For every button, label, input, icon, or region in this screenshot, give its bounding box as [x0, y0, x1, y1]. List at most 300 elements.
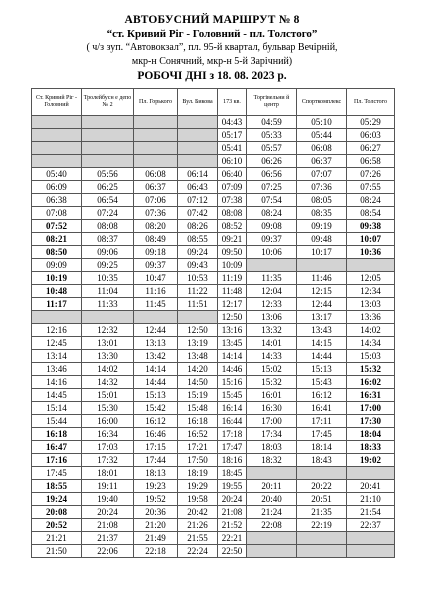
- time-cell: [82, 116, 134, 129]
- time-cell: 16:46: [134, 428, 178, 441]
- time-cell: 05:17: [218, 129, 247, 142]
- time-cell: 19:29: [178, 480, 218, 493]
- table-row: [32, 194, 395, 207]
- time-cell: 15:32: [247, 376, 297, 389]
- time-cell: 18:14: [297, 441, 347, 454]
- time-cell: 10:35: [82, 272, 134, 285]
- time-cell: 15:48: [178, 402, 218, 415]
- time-cell: 15:43: [297, 376, 347, 389]
- time-cell: 16:31: [347, 389, 395, 402]
- time-cell: 20:24: [218, 493, 247, 506]
- column-header: Ст. Кривий Ріг - Головний: [32, 89, 82, 116]
- timetable-header-row: [32, 89, 395, 116]
- time-cell: 10:48: [32, 285, 82, 298]
- time-cell: [178, 311, 218, 324]
- time-cell: 06:14: [178, 168, 218, 181]
- time-cell: 17:44: [134, 454, 178, 467]
- time-cell: 05:44: [297, 129, 347, 142]
- time-cell: 08:52: [218, 220, 247, 233]
- time-cell: 05:33: [247, 129, 297, 142]
- time-cell: 13:42: [134, 350, 178, 363]
- time-cell: 19:58: [178, 493, 218, 506]
- time-cell: [347, 467, 395, 480]
- time-cell: 06:58: [347, 155, 395, 168]
- time-cell: [134, 142, 178, 155]
- time-cell: 07:09: [218, 181, 247, 194]
- time-cell: 18:33: [347, 441, 395, 454]
- time-cell: 13:45: [218, 337, 247, 350]
- time-cell: 22:19: [297, 519, 347, 532]
- timetable-body: [32, 116, 395, 558]
- time-cell: 21:49: [134, 532, 178, 545]
- time-cell: 11:51: [178, 298, 218, 311]
- time-cell: 15:30: [82, 402, 134, 415]
- time-cell: 18:45: [218, 467, 247, 480]
- time-cell: 16:14: [218, 402, 247, 415]
- time-cell: 20:40: [247, 493, 297, 506]
- time-cell: [247, 532, 297, 545]
- time-cell: 08:37: [82, 233, 134, 246]
- time-cell: 09:21: [218, 233, 247, 246]
- time-cell: 19:52: [134, 493, 178, 506]
- time-cell: [134, 311, 178, 324]
- time-cell: 22:06: [82, 545, 134, 558]
- time-cell: 21:54: [347, 506, 395, 519]
- time-cell: 14:50: [178, 376, 218, 389]
- time-cell: 15:03: [347, 350, 395, 363]
- time-cell: 08:24: [247, 207, 297, 220]
- time-cell: 17:45: [32, 467, 82, 480]
- table-row: [32, 168, 395, 181]
- time-cell: 13:30: [82, 350, 134, 363]
- time-cell: 13:14: [32, 350, 82, 363]
- time-cell: 21:55: [178, 532, 218, 545]
- table-row: [32, 350, 395, 363]
- time-cell: 06:09: [32, 181, 82, 194]
- time-cell: 07:38: [218, 194, 247, 207]
- time-cell: 18:03: [247, 441, 297, 454]
- time-cell: 13:03: [347, 298, 395, 311]
- time-cell: [82, 311, 134, 324]
- time-cell: 05:29: [347, 116, 395, 129]
- time-cell: 18:13: [134, 467, 178, 480]
- table-row: [32, 181, 395, 194]
- table-row: [32, 493, 395, 506]
- time-cell: 20:42: [178, 506, 218, 519]
- time-cell: [297, 532, 347, 545]
- time-cell: 09:24: [178, 246, 218, 259]
- time-cell: 17:32: [82, 454, 134, 467]
- timetable: [31, 88, 395, 558]
- time-cell: 22:18: [134, 545, 178, 558]
- time-cell: 13:32: [247, 324, 297, 337]
- time-cell: 15:19: [178, 389, 218, 402]
- time-cell: 09:19: [297, 220, 347, 233]
- time-cell: 08:35: [297, 207, 347, 220]
- time-cell: 17:47: [218, 441, 247, 454]
- time-cell: 09:50: [218, 246, 247, 259]
- table-row: [32, 389, 395, 402]
- time-cell: 21:10: [347, 493, 395, 506]
- table-row: [32, 220, 395, 233]
- time-cell: 06:08: [134, 168, 178, 181]
- time-cell: 04:43: [218, 116, 247, 129]
- table-row: [32, 207, 395, 220]
- time-cell: 10:47: [134, 272, 178, 285]
- time-cell: [82, 142, 134, 155]
- time-cell: 06:37: [134, 181, 178, 194]
- time-cell: 10:06: [247, 246, 297, 259]
- table-row: [32, 129, 395, 142]
- time-cell: 12:50: [178, 324, 218, 337]
- table-row: [32, 454, 395, 467]
- time-cell: 15:16: [218, 376, 247, 389]
- table-row: [32, 311, 395, 324]
- table-row: [32, 532, 395, 545]
- time-cell: 20:51: [297, 493, 347, 506]
- time-cell: 21:52: [218, 519, 247, 532]
- time-cell: 12:44: [134, 324, 178, 337]
- time-cell: 07:07: [297, 168, 347, 181]
- column-header: Торгівельни й центр: [247, 89, 297, 116]
- time-cell: 13:46: [32, 363, 82, 376]
- time-cell: 14:34: [347, 337, 395, 350]
- time-cell: 20:08: [32, 506, 82, 519]
- time-cell: 19:02: [347, 454, 395, 467]
- time-cell: 09:43: [178, 259, 218, 272]
- time-cell: 06:27: [347, 142, 395, 155]
- time-cell: 08:55: [178, 233, 218, 246]
- time-cell: 19:23: [134, 480, 178, 493]
- time-cell: [297, 259, 347, 272]
- time-cell: [178, 116, 218, 129]
- time-cell: [178, 142, 218, 155]
- time-cell: 13:16: [218, 324, 247, 337]
- table-row: [32, 285, 395, 298]
- time-cell: 05:10: [297, 116, 347, 129]
- time-cell: 17:00: [347, 402, 395, 415]
- time-cell: 08:05: [297, 194, 347, 207]
- time-cell: 15:02: [247, 363, 297, 376]
- time-cell: 21:26: [178, 519, 218, 532]
- time-cell: 10:53: [178, 272, 218, 285]
- time-cell: 11:46: [297, 272, 347, 285]
- time-cell: 14:15: [297, 337, 347, 350]
- time-cell: 22:50: [218, 545, 247, 558]
- time-cell: 20:36: [134, 506, 178, 519]
- time-cell: 08:08: [82, 220, 134, 233]
- time-cell: 16:52: [178, 428, 218, 441]
- time-cell: 14:45: [32, 389, 82, 402]
- time-cell: 07:55: [347, 181, 395, 194]
- time-cell: 08:24: [347, 194, 395, 207]
- time-cell: 22:37: [347, 519, 395, 532]
- time-cell: 12:15: [297, 285, 347, 298]
- time-cell: 09:18: [134, 246, 178, 259]
- time-cell: 04:59: [247, 116, 297, 129]
- time-cell: 14:02: [347, 324, 395, 337]
- time-cell: 12:45: [32, 337, 82, 350]
- table-row: [32, 142, 395, 155]
- table-row: [32, 363, 395, 376]
- time-cell: 07:54: [247, 194, 297, 207]
- time-cell: 14:46: [218, 363, 247, 376]
- time-cell: 08:50: [32, 246, 82, 259]
- time-cell: 21:37: [82, 532, 134, 545]
- column-header: Пл. Толстого: [347, 89, 395, 116]
- time-cell: 15:13: [134, 389, 178, 402]
- time-cell: [134, 116, 178, 129]
- time-cell: 07:36: [297, 181, 347, 194]
- time-cell: 14:32: [82, 376, 134, 389]
- time-cell: 16:30: [247, 402, 297, 415]
- time-cell: 05:57: [247, 142, 297, 155]
- time-cell: 19:55: [218, 480, 247, 493]
- time-cell: 09:06: [82, 246, 134, 259]
- route-via-line1: ( ч/з зуп. “Автовокзал”, пл. 95-й квартал, бульвар Вечірній,: [86, 42, 338, 53]
- time-cell: 08:21: [32, 233, 82, 246]
- time-cell: [247, 545, 297, 558]
- time-cell: 22:08: [247, 519, 297, 532]
- time-cell: 16:00: [82, 415, 134, 428]
- time-cell: 18:04: [347, 428, 395, 441]
- time-cell: 05:40: [32, 168, 82, 181]
- time-cell: 16:18: [178, 415, 218, 428]
- table-row: [32, 402, 395, 415]
- time-cell: 17:50: [178, 454, 218, 467]
- time-cell: 21:50: [32, 545, 82, 558]
- time-cell: 12:50: [218, 311, 247, 324]
- table-row: [32, 324, 395, 337]
- time-cell: 21:24: [247, 506, 297, 519]
- time-cell: 16:47: [32, 441, 82, 454]
- time-cell: 14:33: [247, 350, 297, 363]
- time-cell: 07:52: [32, 220, 82, 233]
- time-cell: 06:54: [82, 194, 134, 207]
- time-cell: 11:19: [218, 272, 247, 285]
- time-cell: 14:14: [134, 363, 178, 376]
- time-cell: 17:03: [82, 441, 134, 454]
- time-cell: 09:38: [347, 220, 395, 233]
- time-cell: 15:45: [218, 389, 247, 402]
- time-cell: [178, 129, 218, 142]
- time-cell: 12:04: [247, 285, 297, 298]
- time-cell: 07:06: [134, 194, 178, 207]
- time-cell: 12:44: [297, 298, 347, 311]
- time-cell: 21:35: [297, 506, 347, 519]
- time-cell: 19:11: [82, 480, 134, 493]
- time-cell: 16:18: [32, 428, 82, 441]
- table-row: [32, 376, 395, 389]
- time-cell: 12:33: [247, 298, 297, 311]
- time-cell: 16:02: [347, 376, 395, 389]
- time-cell: 22:21: [218, 532, 247, 545]
- time-cell: 20:41: [347, 480, 395, 493]
- time-cell: 17:45: [297, 428, 347, 441]
- time-cell: 15:32: [347, 363, 395, 376]
- time-cell: 07:26: [347, 168, 395, 181]
- time-cell: 18:01: [82, 467, 134, 480]
- time-cell: 09:48: [297, 233, 347, 246]
- time-cell: 18:16: [218, 454, 247, 467]
- time-cell: 09:37: [134, 259, 178, 272]
- time-cell: 18:43: [297, 454, 347, 467]
- time-cell: 10:19: [32, 272, 82, 285]
- column-header: 173 кв.: [218, 89, 247, 116]
- time-cell: 15:01: [82, 389, 134, 402]
- time-cell: 06:56: [247, 168, 297, 181]
- time-cell: 13:48: [178, 350, 218, 363]
- time-cell: 17:34: [247, 428, 297, 441]
- time-cell: 08:20: [134, 220, 178, 233]
- time-cell: 14:44: [297, 350, 347, 363]
- time-cell: 16:41: [297, 402, 347, 415]
- time-cell: 09:08: [247, 220, 297, 233]
- time-cell: 11:33: [82, 298, 134, 311]
- time-cell: [347, 259, 395, 272]
- time-cell: [297, 545, 347, 558]
- time-cell: 08:26: [178, 220, 218, 233]
- time-cell: 18:55: [32, 480, 82, 493]
- time-cell: 14:01: [247, 337, 297, 350]
- time-cell: [32, 129, 82, 142]
- time-cell: 16:34: [82, 428, 134, 441]
- time-cell: [297, 467, 347, 480]
- time-cell: 07:24: [82, 207, 134, 220]
- time-cell: 11:17: [32, 298, 82, 311]
- time-cell: 18:32: [247, 454, 297, 467]
- time-cell: 09:09: [32, 259, 82, 272]
- time-cell: 08:54: [347, 207, 395, 220]
- time-cell: 13:17: [297, 311, 347, 324]
- time-cell: 07:25: [247, 181, 297, 194]
- time-cell: 09:25: [82, 259, 134, 272]
- table-row: [32, 246, 395, 259]
- time-cell: 12:17: [218, 298, 247, 311]
- time-cell: 15:13: [297, 363, 347, 376]
- time-cell: 06:25: [82, 181, 134, 194]
- time-cell: [32, 116, 82, 129]
- table-row: [32, 116, 395, 129]
- time-cell: 05:56: [82, 168, 134, 181]
- time-cell: 15:42: [134, 402, 178, 415]
- time-cell: 11:35: [247, 272, 297, 285]
- time-cell: [134, 155, 178, 168]
- time-cell: 21:20: [134, 519, 178, 532]
- time-cell: 10:17: [297, 246, 347, 259]
- time-cell: 14:16: [32, 376, 82, 389]
- time-cell: 14:44: [134, 376, 178, 389]
- time-cell: 13:13: [134, 337, 178, 350]
- time-cell: 21:21: [32, 532, 82, 545]
- time-cell: 21:08: [82, 519, 134, 532]
- time-cell: [82, 155, 134, 168]
- time-cell: 10:36: [347, 246, 395, 259]
- time-cell: 14:14: [218, 350, 247, 363]
- column-header: Пл. Горького: [134, 89, 178, 116]
- time-cell: 06:37: [297, 155, 347, 168]
- time-cell: 12:16: [32, 324, 82, 337]
- time-cell: 16:44: [218, 415, 247, 428]
- time-cell: 18:19: [178, 467, 218, 480]
- time-cell: 17:16: [32, 454, 82, 467]
- time-cell: 20:11: [247, 480, 297, 493]
- table-row: [32, 441, 395, 454]
- table-row: [32, 545, 395, 558]
- time-cell: 10:07: [347, 233, 395, 246]
- time-cell: 06:26: [247, 155, 297, 168]
- time-cell: 15:14: [32, 402, 82, 415]
- time-cell: [247, 467, 297, 480]
- time-cell: 12:05: [347, 272, 395, 285]
- table-row: [32, 233, 395, 246]
- time-cell: 16:12: [297, 389, 347, 402]
- time-cell: [247, 259, 297, 272]
- route-endpoints: “ст. Кривий Ріг - Головний - пл. Толстого”: [106, 28, 318, 40]
- table-row: [32, 519, 395, 532]
- time-cell: 13:06: [247, 311, 297, 324]
- time-cell: 11:45: [134, 298, 178, 311]
- time-cell: [178, 155, 218, 168]
- time-cell: 20:22: [297, 480, 347, 493]
- time-cell: 16:01: [247, 389, 297, 402]
- table-row: [32, 272, 395, 285]
- time-cell: [32, 155, 82, 168]
- time-cell: 11:48: [218, 285, 247, 298]
- time-cell: 06:10: [218, 155, 247, 168]
- table-row: [32, 298, 395, 311]
- time-cell: 21:08: [218, 506, 247, 519]
- time-cell: [347, 532, 395, 545]
- time-cell: 13:01: [82, 337, 134, 350]
- route-title: АВТОБУСНИЙ МАРШРУТ № 8: [124, 14, 300, 26]
- time-cell: 06:43: [178, 181, 218, 194]
- time-cell: 06:03: [347, 129, 395, 142]
- time-cell: 07:42: [178, 207, 218, 220]
- table-row: [32, 480, 395, 493]
- time-cell: 12:32: [82, 324, 134, 337]
- time-cell: 12:34: [347, 285, 395, 298]
- route-via-line2: мкр-н Сонячний, мкр-н 5-й Зарічний): [131, 56, 293, 67]
- time-cell: 14:20: [178, 363, 218, 376]
- table-row: [32, 337, 395, 350]
- time-cell: 19:40: [82, 493, 134, 506]
- table-row: [32, 155, 395, 168]
- time-cell: 09:37: [247, 233, 297, 246]
- time-cell: [32, 142, 82, 155]
- time-cell: 08:08: [218, 207, 247, 220]
- column-header: Спорткомплекс: [297, 89, 347, 116]
- time-cell: [347, 545, 395, 558]
- table-row: [32, 428, 395, 441]
- time-cell: 11:16: [134, 285, 178, 298]
- time-cell: 07:08: [32, 207, 82, 220]
- time-cell: 13:19: [178, 337, 218, 350]
- table-row: [32, 467, 395, 480]
- time-cell: [32, 311, 82, 324]
- table-row: [32, 259, 395, 272]
- time-cell: 08:49: [134, 233, 178, 246]
- table-row: [32, 415, 395, 428]
- time-cell: 16:12: [134, 415, 178, 428]
- time-cell: 22:24: [178, 545, 218, 558]
- schedule-validity: РОБОЧІ ДНІ з 18. 08. 2023 р.: [137, 70, 287, 82]
- time-cell: 14:02: [82, 363, 134, 376]
- column-header: Вул. Бикова: [178, 89, 218, 116]
- time-cell: 15:44: [32, 415, 82, 428]
- time-cell: 17:00: [247, 415, 297, 428]
- time-cell: 20:24: [82, 506, 134, 519]
